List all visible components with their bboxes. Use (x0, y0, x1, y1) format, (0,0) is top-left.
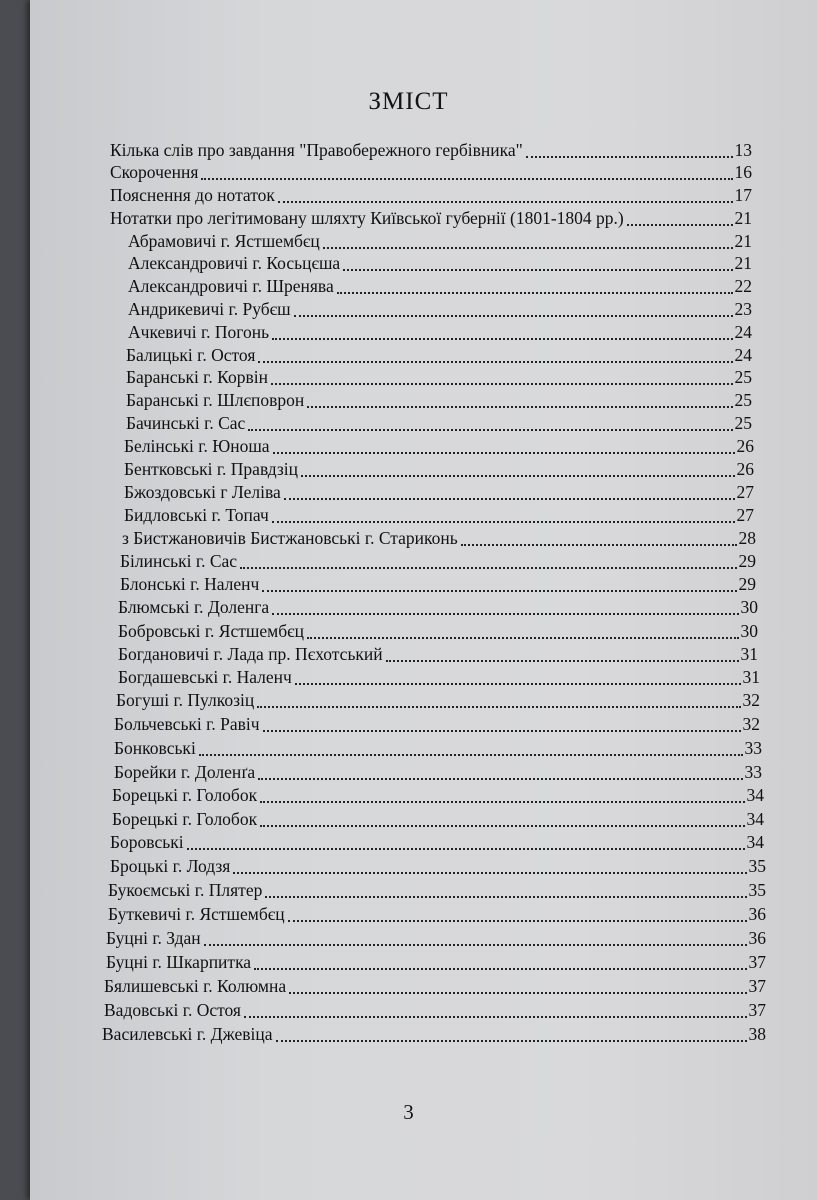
toc-entry-page: 21 (734, 231, 752, 251)
toc-entry-page: 36 (748, 928, 766, 948)
toc-entry-page: 30 (740, 621, 758, 641)
toc-entry-title: Білинські г. Сас (120, 551, 238, 571)
toc-entry-page: 21 (734, 253, 752, 273)
dot-leader (276, 1040, 747, 1042)
toc-entry (126, 367, 752, 389)
toc-entry-title: Баранські г. Корвін (126, 367, 268, 387)
toc-entry (108, 880, 766, 902)
toc-entry (110, 140, 752, 162)
toc-entry-title: Бобровські г. Ястшембєц (118, 621, 304, 641)
dot-leader (260, 825, 744, 827)
dot-leader (254, 968, 746, 970)
dot-leader (284, 498, 735, 500)
dot-leader (301, 475, 734, 477)
toc-entry-page: 35 (748, 880, 766, 900)
toc-entry (118, 667, 760, 689)
toc-entry-title: Баранські г. Шлєповрон (126, 390, 305, 410)
toc-entry-title: Бачинські г. Сас (126, 413, 246, 433)
toc-entry-title: Блюмські г. Доленга (118, 597, 270, 617)
toc-entry-title: Василевські г. Джевіца (102, 1024, 273, 1044)
toc-entry-page: 28 (738, 528, 756, 548)
toc-entry-page: 34 (746, 809, 764, 829)
dot-leader (307, 406, 732, 408)
toc-entry-title: Бидловські г. Топач (124, 505, 269, 525)
toc-entry-title: Нотатки про легітимовану шляхту Київської губернії (1801-1804 рр.) (110, 208, 624, 228)
dot-leader (386, 660, 739, 662)
dot-leader (295, 683, 741, 685)
toc-entry (102, 1024, 766, 1046)
toc-entry (126, 345, 752, 367)
toc-entry-page: 17 (734, 185, 752, 205)
toc-entry-page: 25 (734, 390, 752, 410)
toc-entry (104, 976, 766, 998)
dot-leader (233, 872, 746, 874)
table-of-contents (0, 140, 817, 1080)
toc-entry-page: 31 (742, 667, 760, 687)
toc-entry-title: Бялишевські г. Колюмна (104, 976, 287, 996)
toc-entry (126, 413, 752, 435)
dot-leader (278, 201, 733, 203)
toc-entry-title: Белінські г. Юноша (124, 436, 270, 456)
toc-entry-page: 25 (734, 413, 752, 433)
toc-entry-page: 37 (748, 976, 766, 996)
toc-entry (118, 644, 758, 666)
toc-entry-title: Пояснення до нотаток (110, 185, 275, 205)
toc-entry (126, 390, 752, 412)
toc-entry (104, 1000, 766, 1022)
dot-leader (263, 730, 741, 732)
toc-entry (124, 436, 754, 458)
dot-leader (288, 920, 747, 922)
toc-entry (114, 738, 762, 760)
toc-entry-title: з Бистжановичів Бистжановські г. Стариконь (122, 528, 458, 548)
toc-entry-page: 33 (744, 762, 762, 782)
dot-leader (343, 269, 732, 271)
toc-entry-title: Богдановичі г. Лада пр. Пєхотський (118, 644, 383, 664)
toc-entry-title: Буцні г. Шкарпитка (106, 952, 252, 972)
toc-entry (106, 952, 766, 974)
dot-leader (627, 224, 733, 226)
toc-entry-page: 26 (736, 459, 754, 479)
dot-leader (272, 521, 735, 523)
toc-entry-page: 33 (744, 738, 762, 758)
toc-entry (122, 528, 756, 550)
toc-entry (128, 322, 752, 344)
dot-leader (307, 637, 739, 639)
toc-entry-title: Бжоздовські г Леліва (124, 482, 281, 502)
toc-entry (128, 299, 752, 321)
toc-entry (118, 597, 758, 619)
toc-entry-page: 13 (734, 140, 752, 160)
toc-entry-title: Больчевські г. Равіч (114, 714, 260, 734)
toc-entry (110, 162, 752, 184)
toc-entry-page: 24 (734, 345, 752, 365)
toc-entry-title: Александровичі г. Шренява (128, 276, 334, 296)
dot-leader (273, 452, 735, 454)
dot-leader (187, 848, 745, 850)
toc-entry-page: 21 (734, 208, 752, 228)
dot-leader (272, 613, 738, 615)
dot-leader (271, 383, 733, 385)
dot-leader (204, 944, 747, 946)
toc-entry-page: 37 (748, 1000, 766, 1020)
toc-entry-page: 29 (738, 551, 756, 571)
toc-entry-page: 29 (738, 574, 756, 594)
toc-entry (118, 621, 758, 643)
toc-entry-title: Вадовські г. Остоя (104, 1000, 241, 1020)
toc-entry (110, 856, 766, 878)
toc-entry (128, 276, 752, 298)
toc-entry (108, 904, 766, 926)
toc-entry (124, 505, 754, 527)
toc-entry-title: Бонковські (114, 738, 196, 758)
toc-entry-page: 24 (734, 322, 752, 342)
toc-entry (128, 253, 752, 275)
toc-entry-title: Броцькі г. Лодзя (110, 856, 231, 876)
toc-entry-page: 26 (736, 436, 754, 456)
toc-entry-page: 35 (748, 856, 766, 876)
toc-entry-title: Борецькі г. Голобок (112, 785, 258, 805)
dot-leader (258, 361, 732, 363)
dot-leader (201, 178, 732, 180)
toc-entry (124, 459, 754, 481)
toc-entry-page: 27 (736, 505, 754, 525)
toc-entry (114, 762, 762, 784)
toc-entry (116, 690, 760, 712)
toc-entry-title: Скорочення (110, 162, 199, 182)
toc-entry (114, 714, 760, 736)
toc-entry-title: Борейки г. Доленґа (114, 762, 256, 782)
toc-entry-page: 27 (736, 482, 754, 502)
toc-entry-title: Александровичі г. Косьцєша (128, 253, 341, 273)
toc-entry-title: Бентковські г. Правдзіц (124, 459, 299, 479)
toc-entry-title: Блонські г. Наленч (120, 574, 260, 594)
toc-entry-title: Балицькі г. Остоя (126, 345, 256, 365)
toc-entry-page: 32 (742, 690, 760, 710)
toc-entry (120, 574, 756, 596)
toc-entry-title: Ачкевичі г. Погонь (128, 322, 270, 342)
toc-entry (112, 809, 764, 831)
toc-entry-page: 38 (748, 1024, 766, 1044)
toc-entry-page: 34 (746, 832, 764, 852)
toc-entry-page: 37 (748, 952, 766, 972)
toc-entry (110, 208, 752, 230)
dot-leader (323, 247, 733, 249)
toc-entry-title: Богдашевські г. Наленч (118, 667, 292, 687)
toc-entry-page: 31 (740, 644, 758, 664)
dot-leader (294, 315, 733, 317)
toc-entry-title: Буткевичі г. Ястшембєц (108, 904, 285, 924)
toc-entry-title: Борецькі г. Голобок (112, 809, 258, 829)
toc-entry-page: 30 (740, 597, 758, 617)
dot-leader (265, 896, 746, 898)
dot-leader (260, 801, 744, 803)
toc-entry (124, 482, 754, 504)
dot-leader (461, 544, 737, 546)
toc-entry-title: Букоємські г. Плятер (108, 880, 263, 900)
toc-entry-title: Боровські (110, 832, 184, 852)
dot-leader (262, 590, 736, 592)
toc-entry (128, 231, 752, 253)
toc-entry-page: 23 (734, 299, 752, 319)
dot-leader (257, 706, 740, 708)
toc-entry (106, 928, 766, 950)
toc-entry-page: 25 (734, 367, 752, 387)
dot-leader (244, 1016, 747, 1018)
toc-entry-page: 16 (734, 162, 752, 182)
dot-leader (337, 292, 733, 294)
toc-entry-page: 34 (746, 785, 764, 805)
dot-leader (258, 778, 742, 780)
toc-entry (110, 185, 752, 207)
dot-leader (289, 992, 746, 994)
dot-leader (272, 338, 732, 340)
toc-entry-page: 32 (742, 714, 760, 734)
toc-entry-page: 22 (734, 276, 752, 296)
toc-entry (110, 832, 764, 854)
toc-entry-title: Абрамовичі г. Ястшембєц (128, 231, 320, 251)
dot-leader (248, 429, 732, 431)
toc-entry-title: Богуші г. Пулкозіц (116, 690, 255, 710)
dot-leader (526, 156, 733, 158)
dot-leader (240, 567, 736, 569)
toc-entry-title: Кілька слів про завдання "Правобережного гербівника" (110, 140, 523, 160)
toc-entry-title: Буцні г. Здан (106, 928, 201, 948)
toc-entry (120, 551, 756, 573)
toc-entry-page: 36 (748, 904, 766, 924)
toc-entry-title: Андрикевичі г. Рубєш (128, 299, 291, 319)
toc-entry (112, 785, 764, 807)
page-number: 3 (403, 1100, 414, 1124)
page-title: ЗМІСТ (368, 88, 449, 115)
dot-leader (199, 754, 743, 756)
